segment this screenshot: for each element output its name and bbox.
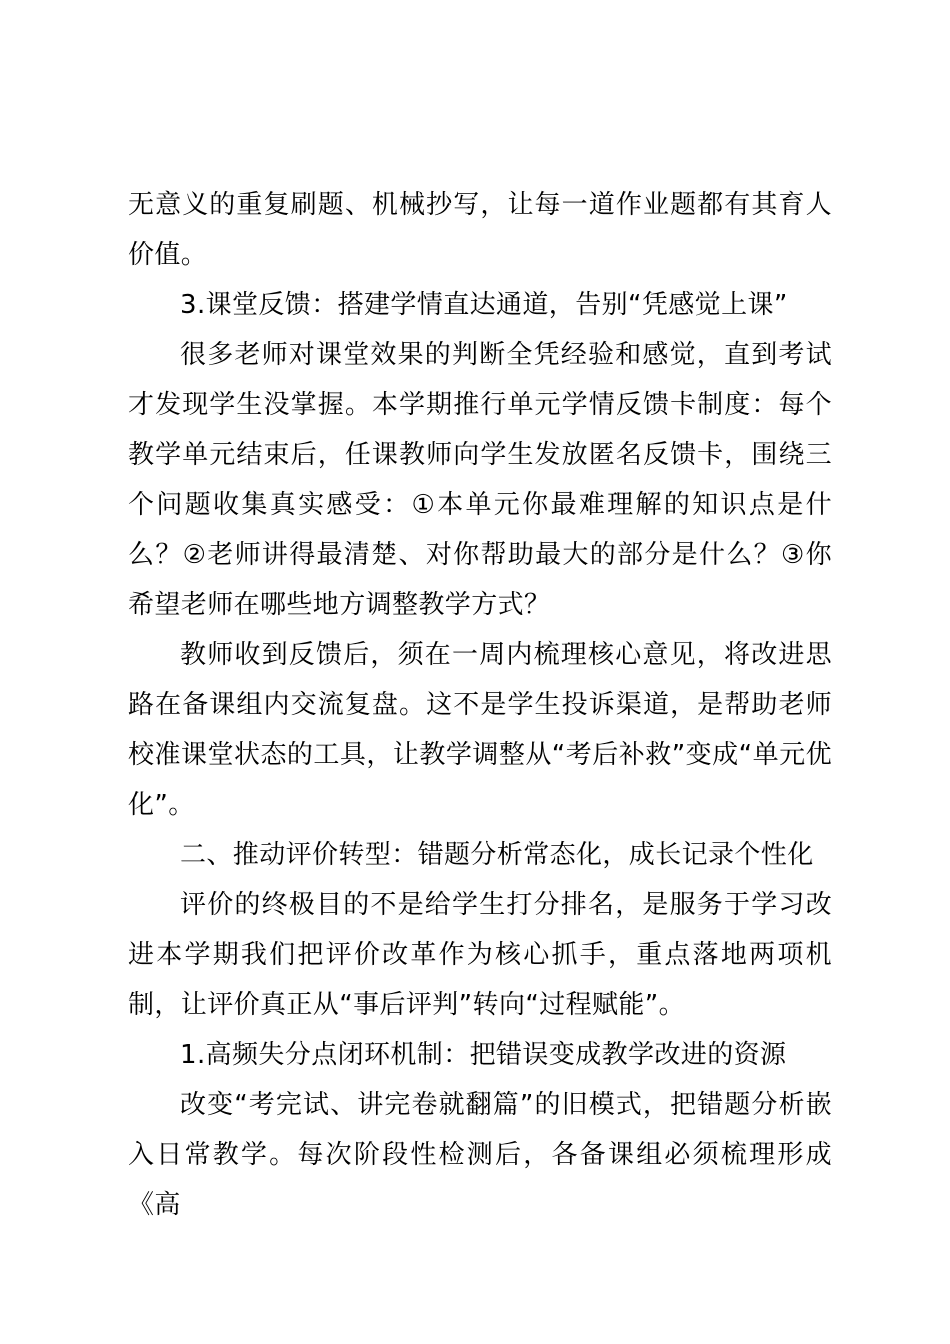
paragraph-evaluation-purpose: 评价的终极目的不是给学生打分排名，是服务于学习改进本学期我们把评价改革作为核心抓手，重点落地两项机制，让评价真正从“事后评判”转向“过程赋能”。 (128, 890, 832, 1020)
document-body (128, 180, 832, 1230)
paragraph-homework-continuation: 无意义的重复刷题、机械抄写，让每一道作业题都有其育人价值。 (128, 190, 832, 270)
section-heading-evaluation-reform: 二、推动评价转型：错题分析常态化，成长记录个性化 (180, 840, 814, 870)
paragraph-feedback-review: 教师收到反馈后，须在一周内梳理核心意见，将改进思路在备课组内交流复盘。这不是学生投诉渠道，是帮助老师校准课堂状态的工具，让教学调整从“考后补救”变成“单元优化”。 (128, 640, 832, 820)
paragraph-error-analysis: 改变“考完试、讲完卷就翻篇”的旧模式，把错题分析嵌入日常教学。每次阶段性检测后，各备课组必须梳理形成《高 (128, 1090, 832, 1220)
section-heading-error-loop: 1.高频失分点闭环机制：把错误变成教学改进的资源 (180, 1040, 787, 1070)
section-heading-classroom-feedback: 3.课堂反馈：搭建学情直达通道，告别“凭感觉上课” (180, 290, 788, 320)
paragraph-feedback-card: 很多老师对课堂效果的判断全凭经验和感觉，直到考试才发现学生没掌握。本学期推行单元学情反馈卡制度：每个教学单元结束后，任课教师向学生发放匿名反馈卡，围绕三个问题收集真实感受：①本单元你最难理解的知识点是什么？②老师讲得最清楚、对你帮助最大的部分是什么？③你希望老师在哪些地方调整教学方式？ (128, 340, 832, 620)
